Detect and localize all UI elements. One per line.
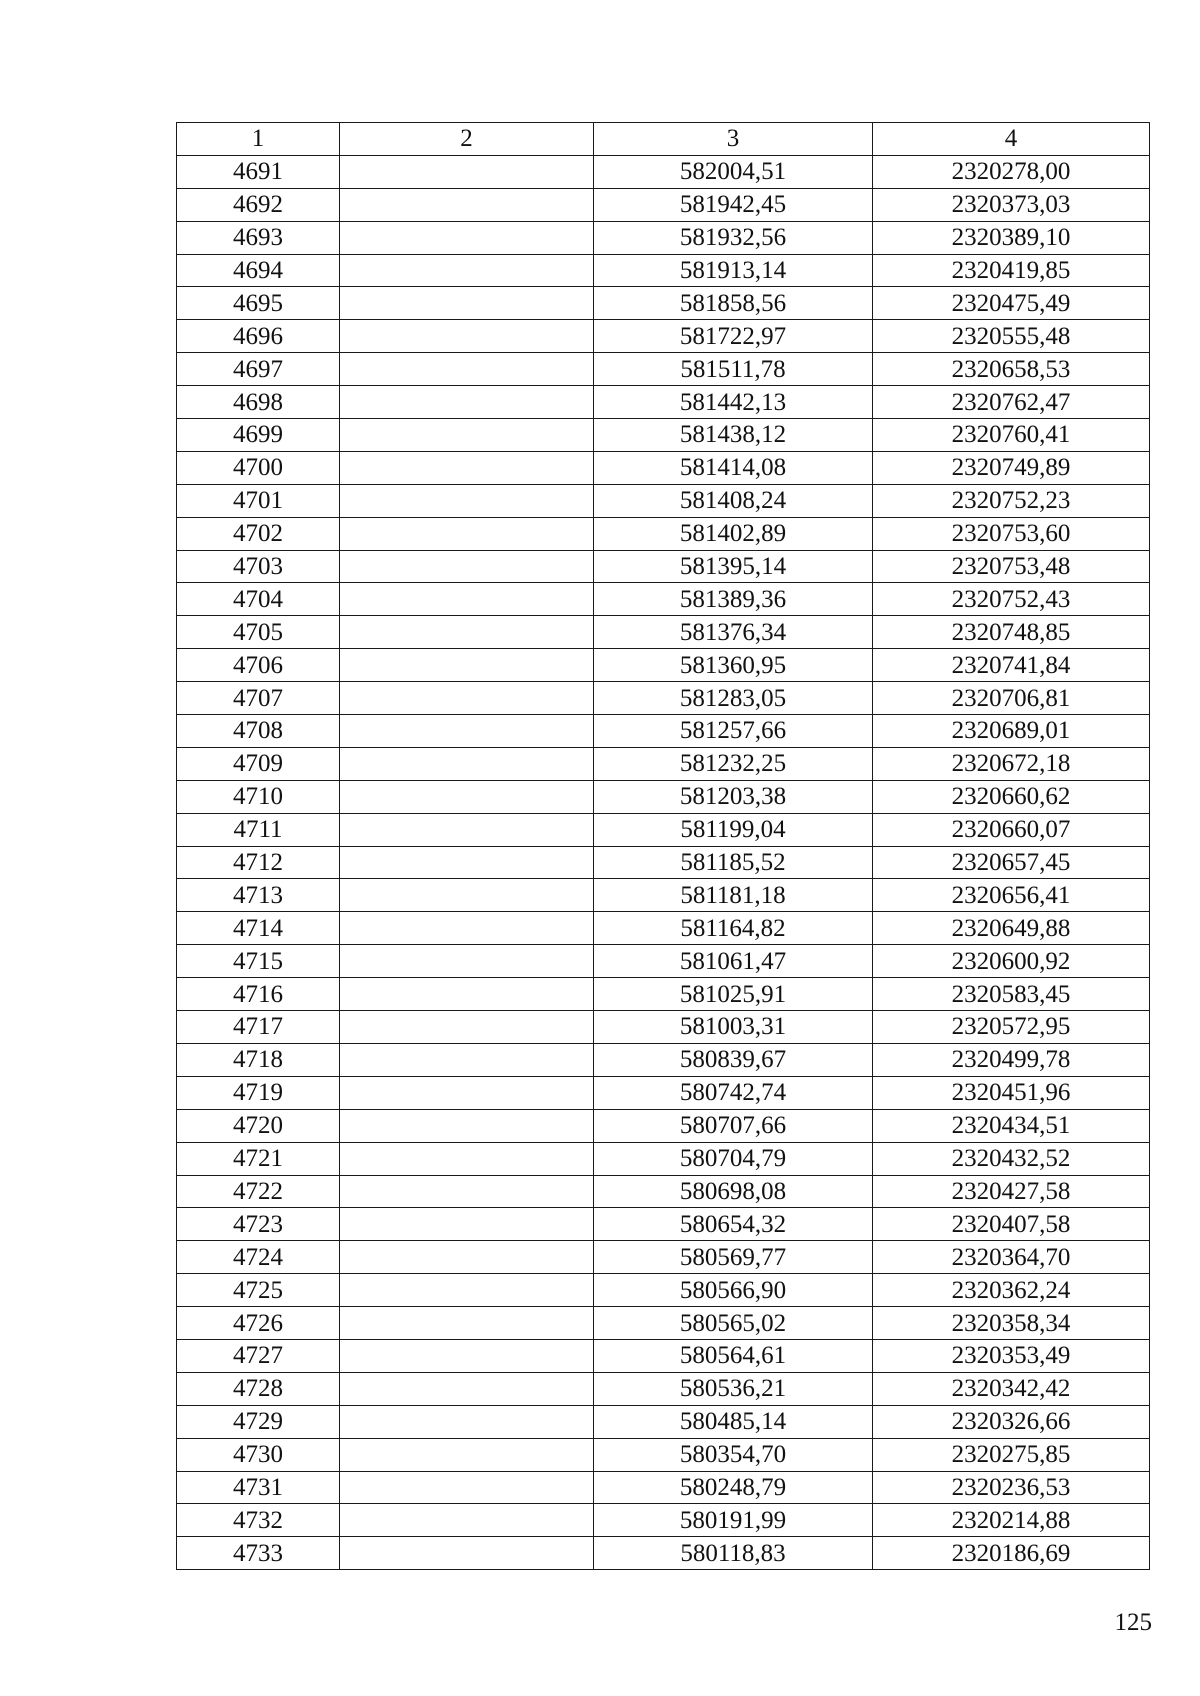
table-row — [177, 1405, 1150, 1438]
table-row — [177, 320, 1150, 353]
x-coordinate-cell: 581181,18 — [594, 879, 873, 912]
y-coordinate-cell: 2320353,49 — [873, 1339, 1150, 1372]
point-number-cell: 4713 — [177, 879, 340, 912]
point-number-cell: 4728 — [177, 1372, 340, 1405]
table-row — [177, 649, 1150, 682]
y-coordinate-cell: 2320475,49 — [873, 287, 1150, 320]
table-row — [177, 155, 1150, 188]
y-coordinate-cell: 2320407,58 — [873, 1208, 1150, 1241]
point-number-cell: 4703 — [177, 550, 340, 583]
table-row — [177, 978, 1150, 1011]
point-number-cell: 4730 — [177, 1438, 340, 1471]
empty-cell — [340, 715, 594, 748]
table-row — [177, 813, 1150, 846]
x-coordinate-cell: 581511,78 — [594, 353, 873, 386]
empty-cell — [340, 1372, 594, 1405]
point-number-cell: 4716 — [177, 978, 340, 1011]
page-number: 125 — [1114, 1609, 1152, 1636]
table-row — [177, 1241, 1150, 1274]
empty-cell — [340, 1537, 594, 1570]
column-header-1: 1 — [177, 123, 340, 156]
table-row — [177, 846, 1150, 879]
empty-cell — [340, 813, 594, 846]
empty-cell — [340, 550, 594, 583]
x-coordinate-cell: 580564,61 — [594, 1339, 873, 1372]
y-coordinate-cell: 2320762,47 — [873, 386, 1150, 419]
x-coordinate-cell: 581003,31 — [594, 1011, 873, 1044]
x-coordinate-cell: 580191,99 — [594, 1504, 873, 1537]
x-coordinate-cell: 580565,02 — [594, 1307, 873, 1340]
empty-cell — [340, 1076, 594, 1109]
x-coordinate-cell: 580248,79 — [594, 1471, 873, 1504]
y-coordinate-cell: 2320600,92 — [873, 945, 1150, 978]
table-row — [177, 353, 1150, 386]
point-number-cell: 4691 — [177, 155, 340, 188]
empty-cell — [340, 1307, 594, 1340]
point-number-cell: 4718 — [177, 1043, 340, 1076]
table-row — [177, 1438, 1150, 1471]
point-number-cell: 4714 — [177, 912, 340, 945]
empty-cell — [340, 517, 594, 550]
x-coordinate-cell: 580566,90 — [594, 1274, 873, 1307]
table-row — [177, 1208, 1150, 1241]
empty-cell — [340, 682, 594, 715]
table-row — [177, 550, 1150, 583]
x-coordinate-cell: 580742,74 — [594, 1076, 873, 1109]
table-row — [177, 1076, 1150, 1109]
y-coordinate-cell: 2320656,41 — [873, 879, 1150, 912]
column-header-4: 4 — [873, 123, 1150, 156]
x-coordinate-cell: 580485,14 — [594, 1405, 873, 1438]
x-coordinate-cell: 580536,21 — [594, 1372, 873, 1405]
x-coordinate-cell: 581858,56 — [594, 287, 873, 320]
empty-cell — [340, 747, 594, 780]
empty-cell — [340, 1241, 594, 1274]
x-coordinate-cell: 581942,45 — [594, 188, 873, 221]
table-row — [177, 747, 1150, 780]
y-coordinate-cell: 2320373,03 — [873, 188, 1150, 221]
point-number-cell: 4725 — [177, 1274, 340, 1307]
point-number-cell: 4711 — [177, 813, 340, 846]
x-coordinate-cell: 581199,04 — [594, 813, 873, 846]
point-number-cell: 4709 — [177, 747, 340, 780]
empty-cell — [340, 912, 594, 945]
point-number-cell: 4704 — [177, 583, 340, 616]
y-coordinate-cell: 2320660,07 — [873, 813, 1150, 846]
table-row — [177, 1307, 1150, 1340]
y-coordinate-cell: 2320499,78 — [873, 1043, 1150, 1076]
empty-cell — [340, 188, 594, 221]
table-row — [177, 1339, 1150, 1372]
point-number-cell: 4697 — [177, 353, 340, 386]
point-number-cell: 4701 — [177, 484, 340, 517]
table-row — [177, 583, 1150, 616]
y-coordinate-cell: 2320555,48 — [873, 320, 1150, 353]
table-row — [177, 1274, 1150, 1307]
empty-cell — [340, 879, 594, 912]
empty-cell — [340, 583, 594, 616]
table-row — [177, 221, 1150, 254]
table-row — [177, 1142, 1150, 1175]
point-number-cell: 4695 — [177, 287, 340, 320]
x-coordinate-cell: 581061,47 — [594, 945, 873, 978]
y-coordinate-cell: 2320214,88 — [873, 1504, 1150, 1537]
table-row — [177, 517, 1150, 550]
point-number-cell: 4692 — [177, 188, 340, 221]
empty-cell — [340, 846, 594, 879]
x-coordinate-cell: 580707,66 — [594, 1109, 873, 1142]
empty-cell — [340, 320, 594, 353]
empty-cell — [340, 155, 594, 188]
table-row — [177, 1504, 1150, 1537]
point-number-cell: 4698 — [177, 386, 340, 419]
y-coordinate-cell: 2320672,18 — [873, 747, 1150, 780]
y-coordinate-cell: 2320753,60 — [873, 517, 1150, 550]
y-coordinate-cell: 2320689,01 — [873, 715, 1150, 748]
point-number-cell: 4707 — [177, 682, 340, 715]
x-coordinate-cell: 581402,89 — [594, 517, 873, 550]
empty-cell — [340, 1438, 594, 1471]
table-row — [177, 1372, 1150, 1405]
x-coordinate-cell: 581913,14 — [594, 254, 873, 287]
table-row — [177, 912, 1150, 945]
y-coordinate-cell: 2320749,89 — [873, 451, 1150, 484]
point-number-cell: 4712 — [177, 846, 340, 879]
x-coordinate-cell: 581414,08 — [594, 451, 873, 484]
empty-cell — [340, 616, 594, 649]
empty-cell — [340, 287, 594, 320]
table-row — [177, 945, 1150, 978]
x-coordinate-cell: 581360,95 — [594, 649, 873, 682]
empty-cell — [340, 1405, 594, 1438]
y-coordinate-cell: 2320748,85 — [873, 616, 1150, 649]
empty-cell — [340, 1109, 594, 1142]
table-row — [177, 780, 1150, 813]
x-coordinate-cell: 580118,83 — [594, 1537, 873, 1570]
x-coordinate-cell: 581232,25 — [594, 747, 873, 780]
point-number-cell: 4700 — [177, 451, 340, 484]
empty-cell — [340, 353, 594, 386]
point-number-cell: 4723 — [177, 1208, 340, 1241]
point-number-cell: 4699 — [177, 419, 340, 452]
empty-cell — [340, 1043, 594, 1076]
empty-cell — [340, 649, 594, 682]
table-row — [177, 386, 1150, 419]
point-number-cell: 4729 — [177, 1405, 340, 1438]
x-coordinate-cell: 581395,14 — [594, 550, 873, 583]
empty-cell — [340, 1339, 594, 1372]
x-coordinate-cell: 581203,38 — [594, 780, 873, 813]
point-number-cell: 4726 — [177, 1307, 340, 1340]
table-row — [177, 254, 1150, 287]
table-row — [177, 715, 1150, 748]
table-row — [177, 451, 1150, 484]
x-coordinate-cell: 581438,12 — [594, 419, 873, 452]
y-coordinate-cell: 2320658,53 — [873, 353, 1150, 386]
point-number-cell: 4731 — [177, 1471, 340, 1504]
y-coordinate-cell: 2320451,96 — [873, 1076, 1150, 1109]
column-header-3: 3 — [594, 123, 873, 156]
empty-cell — [340, 1175, 594, 1208]
x-coordinate-cell: 581257,66 — [594, 715, 873, 748]
point-number-cell: 4702 — [177, 517, 340, 550]
y-coordinate-cell: 2320583,45 — [873, 978, 1150, 1011]
y-coordinate-cell: 2320432,52 — [873, 1142, 1150, 1175]
x-coordinate-cell: 580654,32 — [594, 1208, 873, 1241]
x-coordinate-cell: 581283,05 — [594, 682, 873, 715]
coordinates-table — [176, 122, 1150, 1570]
y-coordinate-cell: 2320364,70 — [873, 1241, 1150, 1274]
empty-cell — [340, 1011, 594, 1044]
empty-cell — [340, 451, 594, 484]
y-coordinate-cell: 2320752,23 — [873, 484, 1150, 517]
empty-cell — [340, 978, 594, 1011]
x-coordinate-cell: 581932,56 — [594, 221, 873, 254]
y-coordinate-cell: 2320427,58 — [873, 1175, 1150, 1208]
y-coordinate-cell: 2320236,53 — [873, 1471, 1150, 1504]
y-coordinate-cell: 2320753,48 — [873, 550, 1150, 583]
y-coordinate-cell: 2320362,24 — [873, 1274, 1150, 1307]
y-coordinate-cell: 2320741,84 — [873, 649, 1150, 682]
point-number-cell: 4724 — [177, 1241, 340, 1274]
point-number-cell: 4732 — [177, 1504, 340, 1537]
point-number-cell: 4719 — [177, 1076, 340, 1109]
table-header-row — [177, 123, 1150, 156]
empty-cell — [340, 780, 594, 813]
table-row — [177, 419, 1150, 452]
table-row — [177, 1109, 1150, 1142]
table-row — [177, 682, 1150, 715]
y-coordinate-cell: 2320186,69 — [873, 1537, 1150, 1570]
y-coordinate-cell: 2320649,88 — [873, 912, 1150, 945]
empty-cell — [340, 1142, 594, 1175]
column-header-2: 2 — [340, 123, 594, 156]
y-coordinate-cell: 2320657,45 — [873, 846, 1150, 879]
point-number-cell: 4720 — [177, 1109, 340, 1142]
point-number-cell: 4715 — [177, 945, 340, 978]
y-coordinate-cell: 2320275,85 — [873, 1438, 1150, 1471]
empty-cell — [340, 419, 594, 452]
point-number-cell: 4717 — [177, 1011, 340, 1044]
x-coordinate-cell: 580839,67 — [594, 1043, 873, 1076]
table-row — [177, 1011, 1150, 1044]
empty-cell — [340, 1274, 594, 1307]
y-coordinate-cell: 2320389,10 — [873, 221, 1150, 254]
empty-cell — [340, 484, 594, 517]
table-row — [177, 1471, 1150, 1504]
table-row — [177, 1175, 1150, 1208]
y-coordinate-cell: 2320326,66 — [873, 1405, 1150, 1438]
point-number-cell: 4708 — [177, 715, 340, 748]
table-row — [177, 879, 1150, 912]
point-number-cell: 4733 — [177, 1537, 340, 1570]
x-coordinate-cell: 580569,77 — [594, 1241, 873, 1274]
empty-cell — [340, 1504, 594, 1537]
y-coordinate-cell: 2320706,81 — [873, 682, 1150, 715]
y-coordinate-cell: 2320660,62 — [873, 780, 1150, 813]
x-coordinate-cell: 582004,51 — [594, 155, 873, 188]
table-row — [177, 287, 1150, 320]
x-coordinate-cell: 580354,70 — [594, 1438, 873, 1471]
y-coordinate-cell: 2320752,43 — [873, 583, 1150, 616]
y-coordinate-cell: 2320342,42 — [873, 1372, 1150, 1405]
x-coordinate-cell: 581376,34 — [594, 616, 873, 649]
table-row — [177, 188, 1150, 221]
point-number-cell: 4705 — [177, 616, 340, 649]
x-coordinate-cell: 581185,52 — [594, 846, 873, 879]
table-row — [177, 616, 1150, 649]
x-coordinate-cell: 580704,79 — [594, 1142, 873, 1175]
point-number-cell: 4706 — [177, 649, 340, 682]
y-coordinate-cell: 2320434,51 — [873, 1109, 1150, 1142]
y-coordinate-cell: 2320419,85 — [873, 254, 1150, 287]
table-body — [177, 155, 1150, 1569]
y-coordinate-cell: 2320278,00 — [873, 155, 1150, 188]
x-coordinate-cell: 581442,13 — [594, 386, 873, 419]
point-number-cell: 4722 — [177, 1175, 340, 1208]
empty-cell — [340, 1471, 594, 1504]
empty-cell — [340, 386, 594, 419]
empty-cell — [340, 254, 594, 287]
x-coordinate-cell: 581164,82 — [594, 912, 873, 945]
x-coordinate-cell: 581722,97 — [594, 320, 873, 353]
table-row — [177, 484, 1150, 517]
point-number-cell: 4727 — [177, 1339, 340, 1372]
point-number-cell: 4721 — [177, 1142, 340, 1175]
empty-cell — [340, 945, 594, 978]
y-coordinate-cell: 2320572,95 — [873, 1011, 1150, 1044]
x-coordinate-cell: 581025,91 — [594, 978, 873, 1011]
x-coordinate-cell: 580698,08 — [594, 1175, 873, 1208]
point-number-cell: 4696 — [177, 320, 340, 353]
empty-cell — [340, 221, 594, 254]
point-number-cell: 4694 — [177, 254, 340, 287]
point-number-cell: 4693 — [177, 221, 340, 254]
table-row — [177, 1537, 1150, 1570]
point-number-cell: 4710 — [177, 780, 340, 813]
y-coordinate-cell: 2320358,34 — [873, 1307, 1150, 1340]
x-coordinate-cell: 581389,36 — [594, 583, 873, 616]
table-row — [177, 1043, 1150, 1076]
empty-cell — [340, 1208, 594, 1241]
x-coordinate-cell: 581408,24 — [594, 484, 873, 517]
y-coordinate-cell: 2320760,41 — [873, 419, 1150, 452]
